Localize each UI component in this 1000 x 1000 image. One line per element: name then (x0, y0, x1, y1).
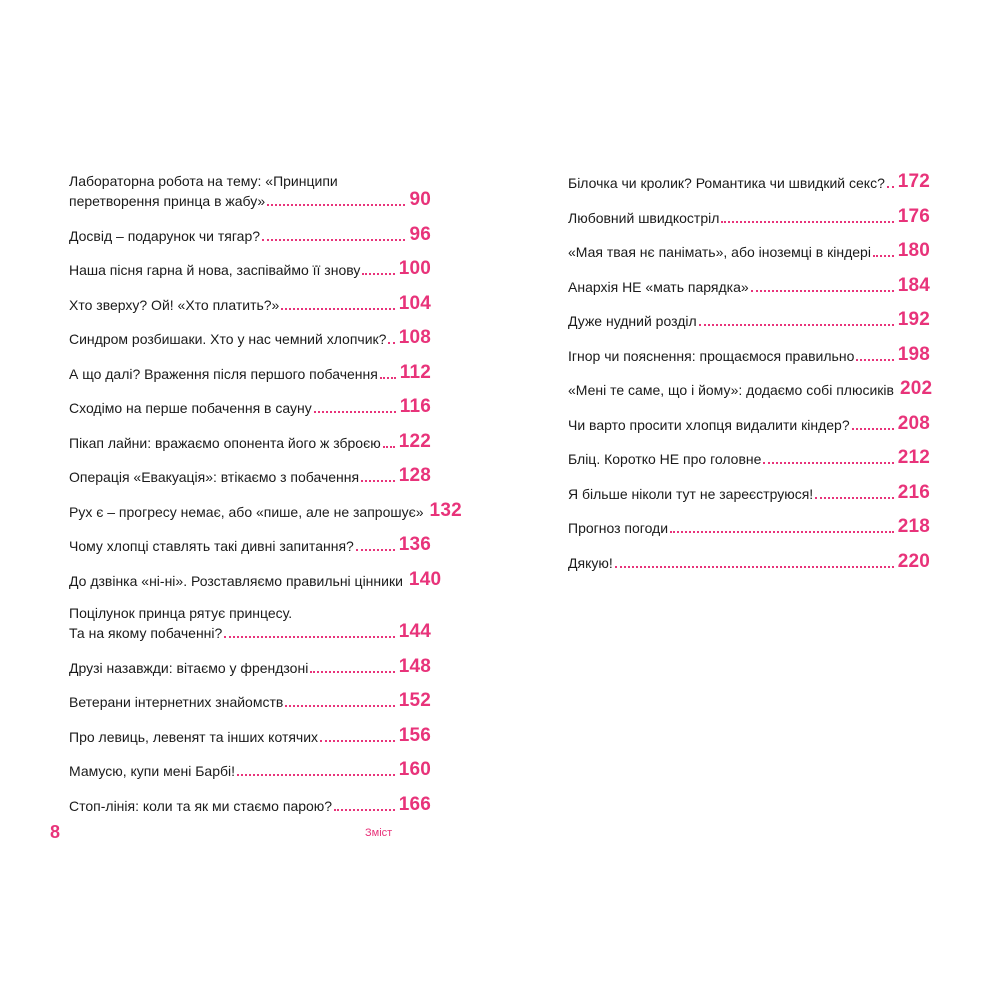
toc-entry-last-line (568, 172, 930, 192)
toc-entry (69, 657, 431, 677)
toc-entry (568, 483, 930, 503)
toc-entry-last-line (69, 568, 442, 590)
dot-leader (361, 480, 395, 482)
toc-entry-page-number: 218 (897, 516, 930, 537)
toc-entry (568, 378, 933, 399)
toc-entry-last-line (568, 207, 930, 227)
dot-leader (224, 636, 394, 638)
toc-entry-last-line (568, 448, 930, 468)
dot-leader (380, 377, 396, 379)
toc-entry-page-number: 128 (398, 465, 431, 486)
toc-entry-title: Синдром розбишаки. Хто у нас чемний хлопчик? (69, 331, 387, 347)
toc-entry-title: Ветерани інтернетних знайомств (69, 694, 284, 710)
toc-entry-title: Друзі назавжди: вітаємо у френдзоні (69, 659, 309, 676)
dot-leader (699, 324, 894, 326)
toc-entry-last-line (69, 760, 431, 780)
toc-entry-title: Досвід – подарунок чи тягар? (69, 227, 261, 244)
dot-leader (310, 671, 394, 673)
toc-entry-page-number: 104 (398, 292, 431, 314)
toc-entry-last-line (69, 535, 431, 555)
toc-entry (568, 517, 930, 537)
toc-entry-last-line (568, 414, 930, 434)
toc-entry (69, 172, 431, 210)
toc-entry-page-number: 90 (409, 189, 431, 210)
toc-entry-last-line (69, 795, 431, 815)
toc-entry-last-line (69, 432, 431, 452)
dot-leader (751, 290, 894, 292)
toc-entry (69, 432, 431, 452)
dot-leader (320, 740, 395, 742)
toc-entry (568, 241, 930, 261)
dot-leader (615, 566, 894, 568)
toc-entry-last-line (69, 294, 431, 314)
toc-entry-last-line (568, 310, 930, 330)
toc-entry (69, 466, 431, 486)
toc-entry-last-line (69, 363, 431, 383)
toc-entry-page-number: 212 (897, 447, 930, 468)
dot-leader (852, 428, 894, 430)
dot-leader (281, 308, 394, 310)
dot-leader (262, 239, 405, 241)
dot-leader (815, 497, 893, 499)
toc-entry-title: «Мені те саме, що і йому»: додаємо собі плюсиків (568, 382, 894, 398)
toc-entry-page-number: 198 (897, 343, 930, 365)
toc-entry-last-line (568, 552, 930, 572)
toc-entry-title: Ігнор чи пояснення: прощаємося правильно (568, 347, 855, 364)
dot-leader (887, 186, 894, 188)
dot-leader (388, 342, 394, 344)
toc-entry-last-line (568, 483, 930, 503)
toc-entry-title: Бліц. Коротко НЕ про головне (568, 451, 762, 467)
toc-entry-page-number: 100 (398, 258, 431, 279)
toc-entry-last-line (69, 657, 431, 677)
toc-entry-page-number: 184 (897, 274, 930, 296)
toc-entry-page-number: 192 (897, 309, 930, 330)
toc-entry-title: Пікап лайни: вражаємо опонента його ж зброєю (69, 434, 381, 451)
toc-entry-page-number: 160 (398, 759, 431, 780)
toc-entry-title: А що далі? Враження після першого побачення (69, 365, 378, 382)
toc-entry (69, 225, 431, 245)
toc-entry-page-number: 116 (399, 396, 431, 417)
toc-entry-last-line (69, 499, 462, 521)
toc-entry-title: Про левиць, левенят та інших котячих (69, 728, 319, 745)
toc-entry-page-number: 136 (398, 534, 431, 555)
toc-entry (69, 397, 431, 417)
toc-entry (568, 207, 930, 227)
toc-entry-title: перетворення принца в жабу» (69, 193, 266, 209)
toc-entry-title: Стоп-лінія: коли та як ми стаємо парою? (69, 797, 333, 814)
toc-entry-title-line: Поцілунок принца рятує принцесу. (69, 605, 293, 621)
toc-entry-page-number: 108 (398, 327, 431, 348)
toc-entry-last-line (69, 190, 431, 210)
toc-entry-title: Білочка чи кролик? Романтика чи швидкий секс? (568, 175, 885, 191)
toc-entry-page-number: 152 (398, 690, 431, 711)
toc-entry (69, 604, 431, 642)
toc-entry-page-number: 180 (897, 240, 930, 261)
toc-entry-last-line (69, 259, 431, 279)
toc-entry-title: Анархія НЕ «мать парядка» (568, 278, 749, 295)
toc-entry (568, 310, 930, 330)
toc-entry-page-number: 176 (897, 205, 930, 227)
toc-entry-last-line (568, 241, 930, 261)
toc-entry-last-line (69, 622, 431, 642)
toc-entry-last-line (69, 466, 431, 486)
toc-entry-page-number: 144 (398, 621, 431, 642)
toc-entry (69, 795, 431, 815)
dot-leader (237, 774, 395, 776)
toc-entry-title: Дякую! (568, 554, 613, 571)
toc-entry-page-number: 140 (408, 568, 442, 590)
toc-entry (69, 294, 431, 314)
toc-entry-page-number: 202 (899, 378, 933, 399)
toc-entry (568, 345, 930, 365)
dot-leader (721, 221, 893, 223)
page-number: 8 (50, 822, 61, 842)
toc-entry-page-number: 148 (398, 655, 431, 677)
toc-entry-page-number: 132 (429, 499, 462, 521)
toc-entry-title: Сходімо на перше побачення в сауну (69, 400, 312, 416)
toc-entry (69, 363, 431, 383)
toc-entry-last-line (568, 517, 930, 537)
toc-entry (568, 276, 930, 296)
toc-entry-page-number: 156 (398, 724, 431, 746)
toc-entry-title: Операція «Евакуація»: втікаємо з побачення (69, 469, 360, 485)
toc-entry-title: До дзвінка «ні-ні». Розставляємо правильні цінники (69, 572, 403, 589)
toc-entry-title: Чому хлопці ставлять такі дивні запитання? (69, 538, 354, 554)
toc-entry-last-line (568, 276, 930, 296)
toc-entry-page-number: 112 (399, 361, 431, 383)
toc-entry (568, 414, 930, 434)
toc-entry (568, 448, 930, 468)
toc-entry (69, 726, 431, 746)
dot-leader (267, 204, 405, 206)
toc-entry-page-number: 122 (398, 430, 431, 452)
toc-entry-title: Прогноз погоди (568, 520, 669, 536)
toc-entry (69, 328, 431, 348)
dot-leader (856, 359, 893, 361)
toc-entry-page-number: 96 (409, 223, 431, 245)
toc-entry-last-line (69, 691, 431, 711)
toc-entry-title: Та на якому побаченні? (69, 625, 223, 641)
toc-entry (69, 259, 431, 279)
toc-entry-last-line (69, 726, 431, 746)
dot-leader (383, 446, 395, 448)
toc-entry (69, 535, 431, 555)
toc-entry (568, 172, 930, 192)
toc-entry-last-line (69, 225, 431, 245)
toc-entry-page-number: 220 (897, 550, 930, 572)
toc-entry-title: Рух є – прогресу немає, або «пише, але не запрошує» (69, 503, 424, 520)
running-title: Зміст (365, 827, 393, 839)
toc-entry-title: Хто зверху? Ой! «Хто платить?» (69, 296, 280, 313)
toc-entry-title-line: Лабораторна робота на тему: «Принципи (69, 173, 338, 189)
toc-entry-title: «Мая твая нє панімать», або іноземці в кіндері (568, 244, 871, 260)
toc-entry-last-line (69, 397, 431, 417)
dot-leader (873, 255, 894, 257)
dot-leader (670, 531, 894, 533)
toc-entry-last-line (69, 328, 431, 348)
dot-leader (356, 549, 395, 551)
toc-entry-page-number: 208 (897, 412, 930, 434)
toc-entry-title: Мамусю, купи мені Барбі! (69, 763, 236, 779)
toc-entry-page-number: 216 (897, 481, 930, 503)
toc-entry-page-number: 166 (398, 793, 431, 815)
toc-entry-title: Чи варто просити хлопця видалити кіндер? (568, 416, 850, 433)
toc-entry (69, 499, 462, 521)
toc-entry-title: Дуже нудний розділ (568, 313, 697, 329)
dot-leader (362, 273, 394, 275)
toc-entry (568, 552, 930, 572)
toc-entry-title: Я більше ніколи тут не зареєструюся! (568, 485, 814, 502)
toc-entry (69, 568, 442, 590)
toc-entry-last-line (568, 378, 933, 399)
dot-leader (334, 809, 395, 811)
toc-right-column (568, 171, 933, 586)
dot-leader (314, 411, 396, 413)
toc-entry (69, 760, 431, 780)
toc-entry-page-number: 172 (897, 171, 930, 192)
dot-leader (763, 462, 893, 464)
toc-entry-last-line (568, 345, 930, 365)
toc-entry-title: Наша пісня гарна й нова, заспіваймо її знову (69, 262, 361, 278)
toc-entry-title: Любовний швидкостріл (568, 209, 720, 226)
toc-entry (69, 691, 431, 711)
toc-left-column (69, 172, 462, 829)
dot-leader (285, 705, 394, 707)
